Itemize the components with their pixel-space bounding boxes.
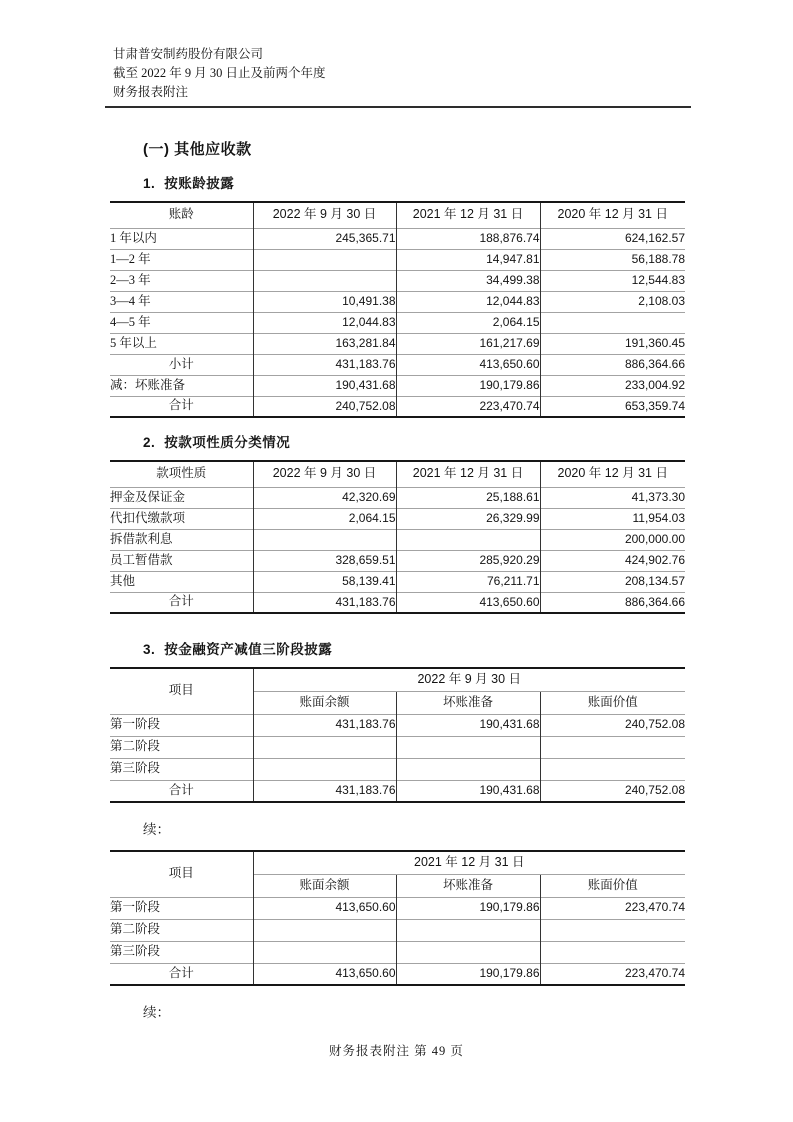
subsection-number: 3. bbox=[143, 642, 156, 657]
cell-value: 12,044.83 bbox=[396, 291, 540, 312]
column-header: 账龄 bbox=[168, 207, 194, 222]
document-header bbox=[113, 45, 326, 102]
subsection-label: 按账龄披露 bbox=[164, 176, 235, 191]
cell-value: 886,364.66 bbox=[540, 354, 685, 375]
cell-value: 233,004.92 bbox=[540, 375, 685, 396]
table-row bbox=[110, 529, 685, 550]
column-header: 2020 年 12 月 31 日 bbox=[540, 202, 685, 228]
row-label: 第一阶段 bbox=[110, 714, 253, 736]
column-subheader: 账面余额 bbox=[253, 691, 396, 714]
table-row bbox=[110, 592, 685, 613]
column-header: 2020 年 12 月 31 日 bbox=[540, 461, 685, 487]
column-subheader: 坏账准备 bbox=[396, 691, 540, 714]
cell-value: 431,183.76 bbox=[253, 592, 396, 613]
table-row bbox=[110, 508, 685, 529]
row-label: 合计 bbox=[110, 780, 253, 802]
subsection-number: 1. bbox=[143, 176, 156, 191]
cell-value: 328,659.51 bbox=[253, 550, 396, 571]
cell-value: 431,183.76 bbox=[253, 780, 396, 802]
cell-value: 240,752.08 bbox=[253, 396, 396, 417]
row-label: 员工暂借款 bbox=[110, 550, 253, 571]
section-title: (一) 其他应收款 bbox=[143, 141, 252, 158]
cell-value: 624,162.57 bbox=[540, 228, 685, 249]
table-row bbox=[110, 228, 685, 249]
row-label: 2—3 年 bbox=[110, 270, 253, 291]
cell-value: 12,044.83 bbox=[253, 312, 396, 333]
table-row bbox=[110, 354, 685, 375]
table-row bbox=[110, 249, 685, 270]
column-header-date: 2022 年 9 月 30 日 bbox=[253, 668, 685, 691]
row-label: 1—2 年 bbox=[110, 249, 253, 270]
column-subheader: 账面价值 bbox=[540, 874, 685, 897]
cell-value: 11,954.03 bbox=[540, 508, 685, 529]
cell-value bbox=[253, 919, 396, 941]
column-header: 款项性质 bbox=[156, 466, 207, 481]
cell-value: 10,491.38 bbox=[253, 291, 396, 312]
cell-value: 34,499.38 bbox=[396, 270, 540, 291]
cell-value: 190,431.68 bbox=[396, 714, 540, 736]
table-row bbox=[110, 736, 685, 758]
cell-value: 56,188.78 bbox=[540, 249, 685, 270]
column-header: 2022 年 9 月 30 日 bbox=[253, 461, 396, 487]
cell-value: 431,183.76 bbox=[253, 714, 396, 736]
table-header-row bbox=[110, 851, 685, 874]
table-row bbox=[110, 312, 685, 333]
column-header-date: 2021 年 12 月 31 日 bbox=[253, 851, 685, 874]
column-header-item: 项目 bbox=[168, 683, 194, 698]
row-label: 第二阶段 bbox=[110, 919, 253, 941]
nature-table bbox=[110, 460, 685, 614]
stage-table-2021 bbox=[110, 850, 685, 986]
column-header: 2021 年 12 月 31 日 bbox=[396, 202, 540, 228]
continued-label: 续： bbox=[143, 1005, 170, 1020]
cell-value: 163,281.84 bbox=[253, 333, 396, 354]
table-row bbox=[110, 487, 685, 508]
row-label: 减：坏账准备 bbox=[110, 375, 253, 396]
row-label: 押金及保证金 bbox=[110, 487, 253, 508]
report-period: 截至 2022 年 9 月 30 日止及前两个年度 bbox=[113, 66, 326, 80]
cell-value: 208,134.57 bbox=[540, 571, 685, 592]
cell-value: 413,650.60 bbox=[396, 592, 540, 613]
cell-value: 413,650.60 bbox=[253, 897, 396, 919]
cell-value bbox=[540, 758, 685, 780]
cell-value: 190,431.68 bbox=[396, 780, 540, 802]
stage-table-2022 bbox=[110, 667, 685, 803]
cell-value: 240,752.08 bbox=[540, 780, 685, 802]
page-footer: 财务报表附注 第 49 页 bbox=[329, 1044, 464, 1058]
cell-value: 190,179.86 bbox=[396, 375, 540, 396]
column-header: 2021 年 12 月 31 日 bbox=[396, 461, 540, 487]
table-row bbox=[110, 270, 685, 291]
cell-value: 2,064.15 bbox=[253, 508, 396, 529]
cell-value: 25,188.61 bbox=[396, 487, 540, 508]
row-label: 1 年以内 bbox=[110, 228, 253, 249]
cell-value: 42,320.69 bbox=[253, 487, 396, 508]
row-label: 其他 bbox=[110, 571, 253, 592]
cell-value bbox=[396, 919, 540, 941]
cell-value: 886,364.66 bbox=[540, 592, 685, 613]
row-label: 合计 bbox=[110, 963, 253, 985]
table-header-row bbox=[110, 202, 685, 228]
table-row bbox=[110, 758, 685, 780]
cell-value: 223,470.74 bbox=[540, 897, 685, 919]
cell-value bbox=[540, 312, 685, 333]
aging-table bbox=[110, 201, 685, 418]
subsection-title-stages bbox=[143, 638, 793, 658]
cell-value: 191,360.45 bbox=[540, 333, 685, 354]
table-row bbox=[110, 963, 685, 985]
cell-value bbox=[396, 529, 540, 550]
column-subheader: 账面价值 bbox=[540, 691, 685, 714]
table-header-row bbox=[110, 668, 685, 691]
column-header: 2022 年 9 月 30 日 bbox=[253, 202, 396, 228]
table-row bbox=[110, 333, 685, 354]
continued-label: 续： bbox=[143, 822, 170, 837]
cell-value: 190,431.68 bbox=[253, 375, 396, 396]
cell-value: 2,108.03 bbox=[540, 291, 685, 312]
row-label: 第一阶段 bbox=[110, 897, 253, 919]
cell-value bbox=[540, 919, 685, 941]
column-subheader: 账面余额 bbox=[253, 874, 396, 897]
row-label: 3—4 年 bbox=[110, 291, 253, 312]
row-label: 合计 bbox=[110, 592, 253, 613]
table-row bbox=[110, 919, 685, 941]
company-name: 甘肃普安制药股份有限公司 bbox=[113, 47, 264, 61]
cell-value bbox=[253, 758, 396, 780]
row-label: 第三阶段 bbox=[110, 758, 253, 780]
cell-value: 41,373.30 bbox=[540, 487, 685, 508]
row-label: 第二阶段 bbox=[110, 736, 253, 758]
table-row bbox=[110, 780, 685, 802]
column-header-item: 项目 bbox=[168, 866, 194, 881]
cell-value bbox=[253, 249, 396, 270]
cell-value bbox=[540, 736, 685, 758]
table-header-row bbox=[110, 461, 685, 487]
cell-value: 223,470.74 bbox=[540, 963, 685, 985]
cell-value bbox=[253, 941, 396, 963]
cell-value bbox=[396, 941, 540, 963]
cell-value: 240,752.08 bbox=[540, 714, 685, 736]
cell-value bbox=[540, 941, 685, 963]
row-label: 合计 bbox=[110, 396, 253, 417]
table-row bbox=[110, 941, 685, 963]
page-content bbox=[0, 138, 793, 1033]
table-row bbox=[110, 396, 685, 417]
document-type: 财务报表附注 bbox=[113, 85, 189, 99]
cell-value: 413,650.60 bbox=[253, 963, 396, 985]
cell-value: 653,359.74 bbox=[540, 396, 685, 417]
subsection-label: 按款项性质分类情况 bbox=[164, 435, 291, 450]
cell-value: 26,329.99 bbox=[396, 508, 540, 529]
cell-value: 161,217.69 bbox=[396, 333, 540, 354]
row-label: 代扣代缴款项 bbox=[110, 508, 253, 529]
table-row bbox=[110, 291, 685, 312]
row-label: 小计 bbox=[110, 354, 253, 375]
cell-value: 58,139.41 bbox=[253, 571, 396, 592]
cell-value bbox=[396, 758, 540, 780]
subsection-label: 按金融资产减值三阶段披露 bbox=[164, 642, 333, 657]
header-divider bbox=[105, 106, 691, 108]
cell-value: 190,179.86 bbox=[396, 897, 540, 919]
cell-value bbox=[253, 529, 396, 550]
cell-value bbox=[396, 736, 540, 758]
cell-value: 188,876.74 bbox=[396, 228, 540, 249]
column-subheader: 坏账准备 bbox=[396, 874, 540, 897]
table-row bbox=[110, 550, 685, 571]
cell-value: 245,365.71 bbox=[253, 228, 396, 249]
cell-value: 190,179.86 bbox=[396, 963, 540, 985]
subsection-title-nature bbox=[143, 431, 793, 451]
cell-value: 285,920.29 bbox=[396, 550, 540, 571]
table-row bbox=[110, 571, 685, 592]
cell-value: 431,183.76 bbox=[253, 354, 396, 375]
cell-value: 223,470.74 bbox=[396, 396, 540, 417]
row-label: 第三阶段 bbox=[110, 941, 253, 963]
cell-value bbox=[253, 270, 396, 291]
subsection-title-aging bbox=[143, 172, 793, 192]
table-row bbox=[110, 897, 685, 919]
table-row bbox=[110, 714, 685, 736]
cell-value: 424,902.76 bbox=[540, 550, 685, 571]
row-label: 4—5 年 bbox=[110, 312, 253, 333]
row-label: 5 年以上 bbox=[110, 333, 253, 354]
cell-value: 200,000.00 bbox=[540, 529, 685, 550]
cell-value: 76,211.71 bbox=[396, 571, 540, 592]
row-label: 拆借款利息 bbox=[110, 529, 253, 550]
cell-value: 14,947.81 bbox=[396, 249, 540, 270]
cell-value: 413,650.60 bbox=[396, 354, 540, 375]
cell-value: 12,544.83 bbox=[540, 270, 685, 291]
cell-value bbox=[253, 736, 396, 758]
table-row bbox=[110, 375, 685, 396]
cell-value: 2,064.15 bbox=[396, 312, 540, 333]
subsection-number: 2. bbox=[143, 435, 156, 450]
